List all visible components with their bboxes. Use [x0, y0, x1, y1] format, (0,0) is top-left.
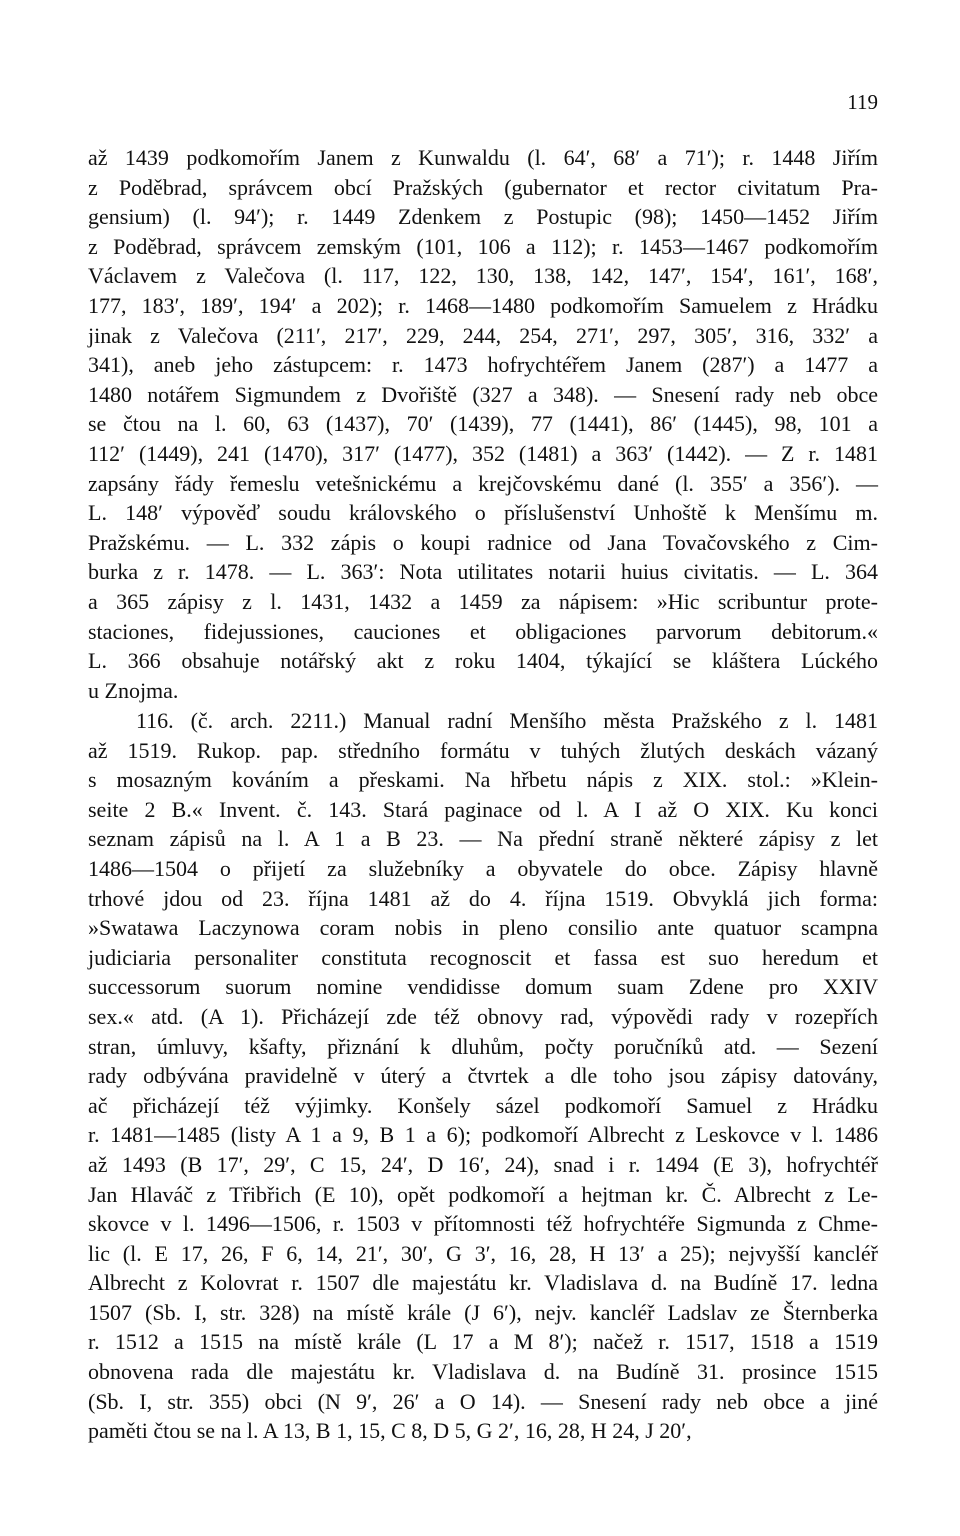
- text-line-content: L. 366 obsahuje notářský akt z roku 1404, týkající se kláštera Lúckého: [88, 648, 878, 674]
- text-line: [88, 1357, 878, 1387]
- text-line-content: 1480 notářem Sigmundem z Dvořiště (327 a 348). — Snesení rady neb obce: [88, 381, 878, 407]
- text-line-content: successorum suorum nomine vendidisse domum suam Zdene pro XXIV: [88, 974, 878, 1000]
- text-line: [88, 528, 878, 558]
- text-line: [88, 736, 878, 766]
- text-line-content: (Sb. I, str. 355) obci (N 9′, 26′ a O 14). — Snesení rady neb obce a jiné: [88, 1388, 878, 1414]
- text-line-content: zapsány řády řemeslu vetešnickému a krejčovskému dané (l. 355′ a 356′). —: [88, 470, 878, 496]
- text-line: [88, 765, 878, 795]
- text-line: [88, 617, 878, 647]
- text-line-content: burka z r. 1478. — L. 363′: Nota utilitates notarii huius civitatis. — L. 364: [88, 559, 878, 585]
- paragraph-entry-115-continued: [88, 143, 878, 705]
- text-line-content: 116. (č. arch. 2211.) Manual radní Menšího města Pražského z l. 1481: [136, 708, 878, 733]
- text-line: [88, 469, 878, 499]
- text-line-content: obnovena rada dle majestátu kr. Vladislava d. na Budíně 31. prosince 1515: [88, 1359, 878, 1385]
- text-line: [88, 1032, 878, 1062]
- text-line: [88, 884, 878, 914]
- text-line-content: Václavem z Valečova (l. 117, 122, 130, 138, 142, 147′, 154′, 161′, 168′,: [88, 263, 878, 289]
- text-line: [88, 1091, 878, 1121]
- text-line: [88, 1387, 878, 1417]
- text-line: [88, 202, 878, 232]
- text-line-content: ač přicházejí též výjimky. Konšely sázel podkomoří Samuel z Hrádku: [88, 1092, 878, 1118]
- text-line-content: trhové jdou od 23. října 1481 až do 4. října 1519. Obvyklá jich forma:: [88, 885, 878, 911]
- text-line: [88, 1209, 878, 1239]
- text-line: [88, 795, 878, 825]
- text-line-content: až 1493 (B 17′, 29′, C 15, 24′, D 16′, 24), snad i r. 1494 (E 3), hofrychtéř: [88, 1151, 878, 1177]
- text-line-content: až 1519. Rukop. pap. středního formátu v tuhých žlutých deskách vázaný: [88, 737, 878, 763]
- text-line-content: s mosazným kováním a přeskami. Na hřbetu nápis z XIX. stol.: »Klein-: [88, 767, 878, 793]
- text-line-content: L. 148′ výpověď soudu královského o příslušenství Unhoště k Menšímu m.: [88, 500, 878, 526]
- paragraph-entry-116: [88, 706, 878, 1446]
- text-line-content: gensium) (l. 94′); r. 1449 Zdenkem z Postupic (98); 1450—1452 Jiřím: [88, 204, 878, 230]
- text-line-content: Albrecht z Kolovrat r. 1507 dle majestátu kr. Vladislava d. na Budíně 17. ledna: [88, 1270, 878, 1296]
- text-line-content: seite 2 B.« Invent. č. 143. Stará paginace od l. A I až O XIX. Ku konci: [88, 796, 878, 822]
- text-line: [88, 173, 878, 203]
- text-line: [88, 676, 878, 706]
- text-line-content: u Znojma.: [88, 677, 179, 703]
- text-line: [88, 1298, 878, 1328]
- text-line-content: seznam zápisů na l. A 1 a B 23. — Na přední straně některé zápisy z let: [88, 826, 878, 852]
- text-line-content: »Swatawa Laczynowa coram nobis in pleno consilio ante quatuor scampna: [88, 915, 878, 941]
- text-line-content: sex.« atd. (A 1). Přicházejí zde též obnovy rad, výpovědi rady v rozepřích: [88, 1003, 878, 1029]
- text-line-content: r. 1481—1485 (listy A 1 a 9, B 1 a 6); podkomoří Albrecht z Leskovce v l. 1486: [88, 1122, 878, 1148]
- text-line-content: judiciaria personaliter constituta recognoscit et fassa est suo heredum et: [88, 944, 878, 970]
- text-line: [88, 1120, 878, 1150]
- text-line: [88, 1002, 878, 1032]
- text-line: [88, 913, 878, 943]
- text-line-content: jinak z Valečova (211′, 217′, 229, 244, 254, 271′, 297, 305′, 316, 332′ a: [88, 322, 878, 348]
- text-line-content: r. 1512 a 1515 na místě krále (L 17 a M 8′); načež r. 1517, 1518 a 1519: [88, 1329, 878, 1355]
- text-line: [88, 1268, 878, 1298]
- text-line-content: z Poděbrad, správcem obcí Pražských (gubernator et rector civitatum Pra-: [88, 174, 878, 200]
- text-line-content: rady odbývána pravidelně v úterý a čtvrtek a dle toho jsou zápisy datovány,: [88, 1063, 878, 1089]
- text-line-content: stran, úmluvy, kšafty, přiznání k dluhům, počty poručníků atd. — Sezení: [88, 1033, 878, 1059]
- text-line: [88, 706, 878, 736]
- text-line-content: 341), aneb jeho zástupcem: r. 1473 hofrychtéřem Janem (287′) a 1477 a: [88, 352, 878, 378]
- text-line: [88, 350, 878, 380]
- text-line: [88, 1327, 878, 1357]
- text-line: [88, 1150, 878, 1180]
- text-line: [88, 143, 878, 173]
- text-line: [88, 557, 878, 587]
- text-line: [88, 321, 878, 351]
- text-line: [88, 943, 878, 973]
- text-line: [88, 261, 878, 291]
- text-line: [88, 972, 878, 1002]
- text-line-content: paměti čtou se na l. A 13, B 1, 15, C 8, D 5, G 2′, 16, 28, H 24, J 20′,: [88, 1418, 692, 1444]
- text-line-content: z Poděbrad, správcem zemským (101, 106 a 112); r. 1453—1467 podkomořím: [88, 233, 878, 259]
- text-line: [88, 439, 878, 469]
- text-line-content: 177, 183′, 189′, 194′ a 202); r. 1468—1480 podkomořím Samuelem z Hrádku: [88, 292, 878, 318]
- text-line-content: staciones, fidejussiones, cauciones et obligaciones parvorum debitorum.«: [88, 618, 878, 644]
- text-line: [88, 854, 878, 884]
- text-line-content: 1486—1504 o přijetí za služebníky a obyvatele do obce. Zápisy hlavně: [88, 855, 878, 881]
- text-line-content: skovce v l. 1496—1506, r. 1503 v přítomnosti též hofrychtéře Sigmunda z Chme-: [88, 1211, 878, 1237]
- text-line: [88, 1416, 878, 1446]
- text-line: [88, 232, 878, 262]
- text-line: [88, 587, 878, 617]
- text-line-content: Pražskému. — L. 332 zápis o koupi radnice od Jana Tovačovského z Cim-: [88, 529, 878, 555]
- text-line: [88, 498, 878, 528]
- text-line: [88, 409, 878, 439]
- text-line: [88, 646, 878, 676]
- text-line: [88, 291, 878, 321]
- text-line-content: až 1439 podkomořím Janem z Kunwaldu (l. 64′, 68′ a 71′); r. 1448 Jiřím: [88, 145, 878, 170]
- text-line: [88, 1180, 878, 1210]
- text-line-content: lic (l. E 17, 26, F 6, 14, 21′, 30′, G 3′, 16, 28, H 13′ a 25); nejvyšší kancléř: [88, 1240, 878, 1266]
- text-line-content: 1507 (Sb. I, str. 328) na místě krále (J 6′), nejv. kancléř Ladslav ze Šternberka: [88, 1299, 878, 1325]
- page-number: 119: [847, 90, 878, 114]
- text-line: [88, 824, 878, 854]
- text-line-content: a 365 zápisy z l. 1431, 1432 a 1459 za nápisem: »Hic scribuntur prote-: [88, 588, 878, 614]
- text-line: [88, 1239, 878, 1269]
- text-line-content: se čtou na l. 60, 63 (1437), 70′ (1439), 77 (1441), 86′ (1445), 98, 101 a: [88, 411, 878, 437]
- text-line: [88, 1061, 878, 1091]
- text-line: [88, 380, 878, 410]
- text-line-content: Jan Hlaváč z Třibřich (E 10), opět podkomoří a hejtman kr. Č. Albrecht z Le-: [88, 1181, 878, 1207]
- text-line-content: 112′ (1449), 241 (1470), 317′ (1477), 352 (1481) a 363′ (1442). — Z r. 1481: [88, 440, 878, 466]
